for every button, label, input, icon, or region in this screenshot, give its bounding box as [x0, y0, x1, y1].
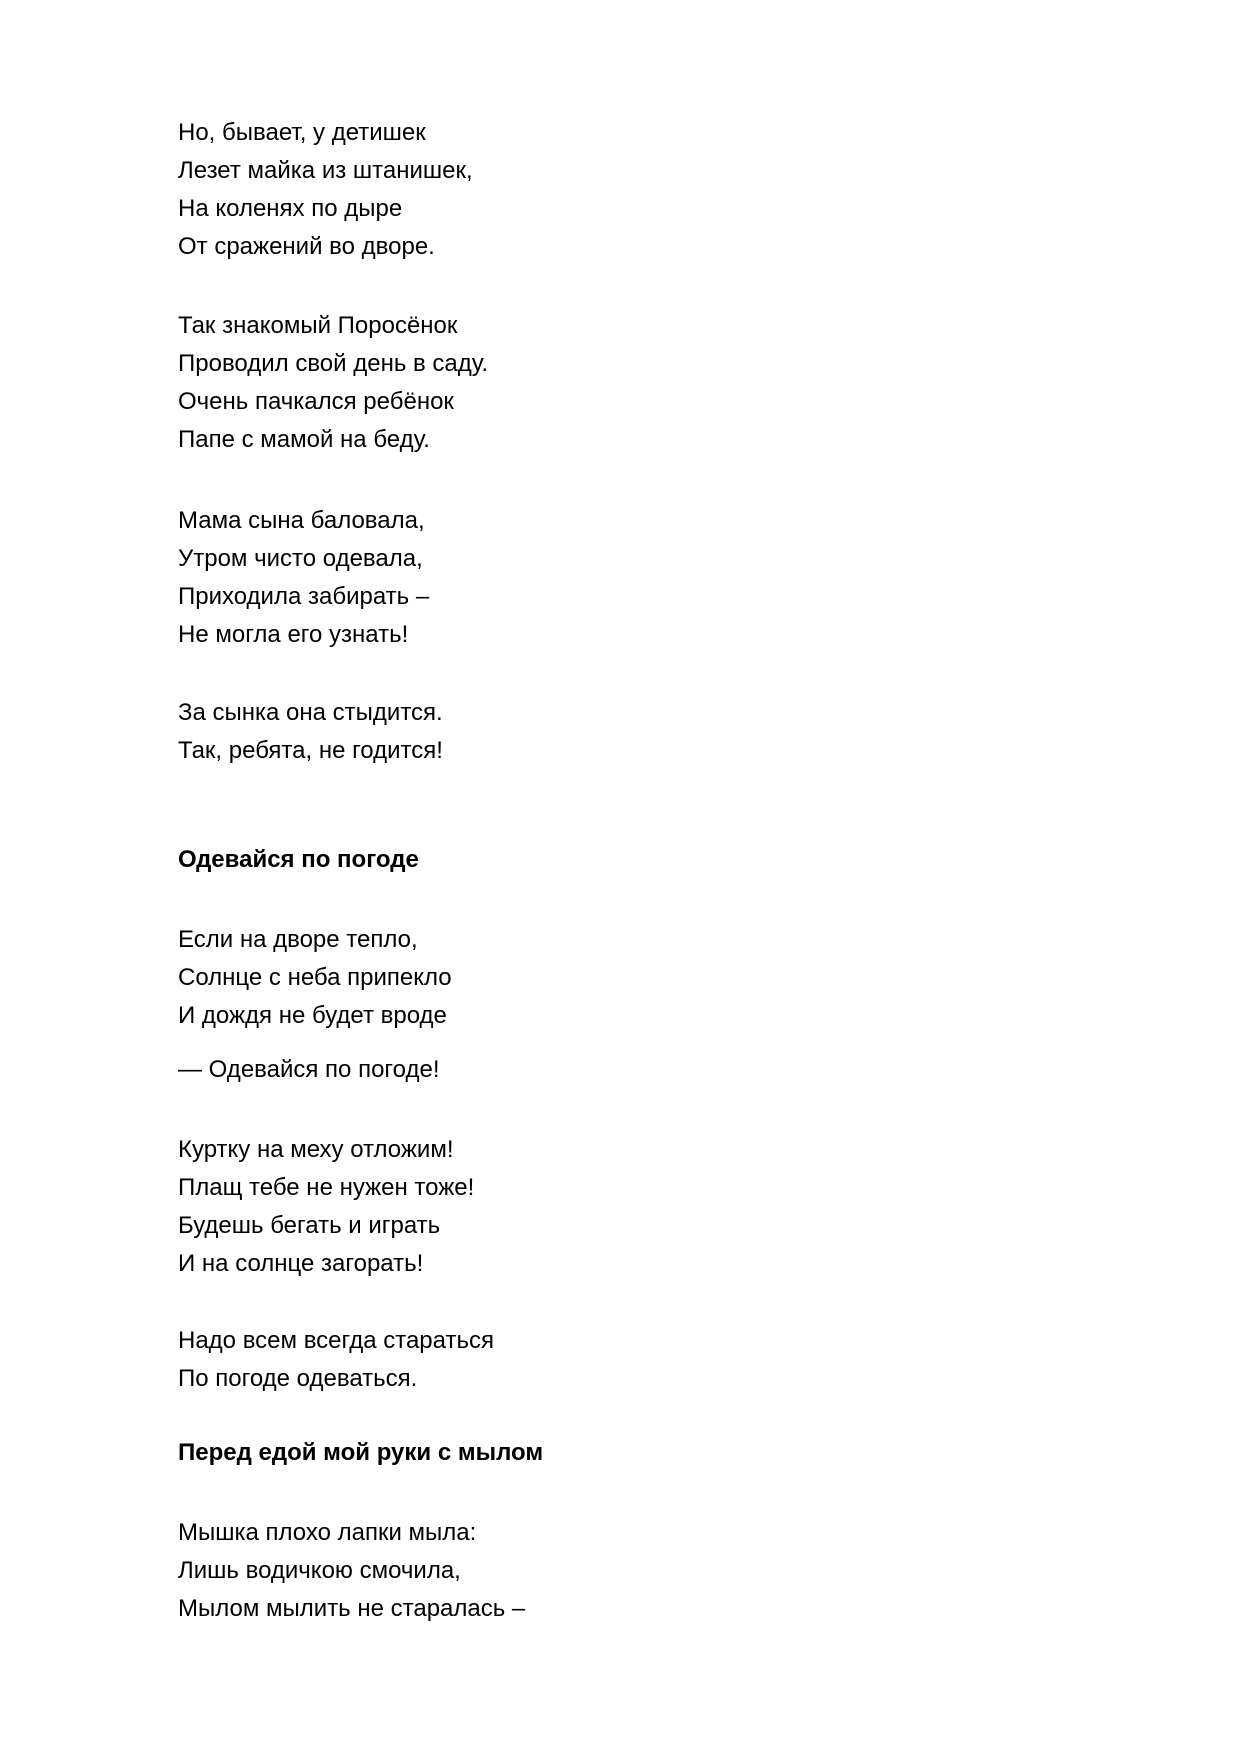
- poem-stanza: [178, 1051, 1160, 1089]
- poem-line: Плащ тебе не нужен тоже!: [178, 1174, 475, 1201]
- poem-line: Так знакомый Поросёнок: [178, 312, 458, 339]
- poem-line: За сынка она стыдится.: [178, 699, 443, 726]
- poem-line: Лишь водичкою смочила,: [178, 1557, 461, 1584]
- poem-line: Солнце с неба припекло: [178, 964, 452, 991]
- poem-line: Будешь бегать и играть: [178, 1212, 441, 1239]
- poem-line: На коленях по дыре: [178, 195, 403, 222]
- poem-section-heading: Одевайся по погоде: [178, 846, 419, 873]
- poem-stanza: [178, 1322, 1160, 1398]
- poem-stanza: [178, 694, 1160, 770]
- poem-line: Но, бывает, у детишек: [178, 119, 426, 146]
- poem-line: Если на дворе тепло,: [178, 926, 418, 953]
- poem-line: Приходила забирать –: [178, 583, 430, 610]
- poem-line: Папе с мамой на беду.: [178, 426, 430, 453]
- poem-line: Надо всем всегда стараться: [178, 1327, 494, 1354]
- poem-stanza: [178, 114, 1160, 266]
- poem-line: От сражений во дворе.: [178, 233, 435, 260]
- poem-stanza: [178, 307, 1160, 459]
- poem-stanza: [178, 502, 1160, 654]
- poem-stanza: [178, 1131, 1160, 1283]
- poem-line: — Одевайся по погоде!: [178, 1056, 440, 1083]
- poem-line: Лезет майка из штанишек,: [178, 157, 473, 184]
- poem-line: Проводил свой день в саду.: [178, 350, 489, 377]
- poem-line: Утром чисто одевала,: [178, 545, 423, 572]
- poem-line: По погоде одеваться.: [178, 1365, 418, 1392]
- poem-line: Так, ребята, не годится!: [178, 737, 443, 764]
- poem-line: Не могла его узнать!: [178, 621, 409, 648]
- poem-line: Очень пачкался ребёнок: [178, 388, 454, 415]
- poem-line: И дождя не будет вроде: [178, 1002, 447, 1029]
- poem-line: Мама сына баловала,: [178, 507, 425, 534]
- poem-content: [178, 114, 1160, 1628]
- poem-stanza: [178, 921, 1160, 1035]
- poem-line: Куртку на меху отложим!: [178, 1136, 454, 1163]
- poem-section-heading: Перед едой мой руки с мылом: [178, 1439, 544, 1466]
- poem-line: Мылом мылить не старалась –: [178, 1595, 526, 1622]
- poem-line: И на солнце загорать!: [178, 1250, 424, 1277]
- poem-stanza: [178, 1514, 1160, 1628]
- poem-line: Мышка плохо лапки мыла:: [178, 1519, 477, 1546]
